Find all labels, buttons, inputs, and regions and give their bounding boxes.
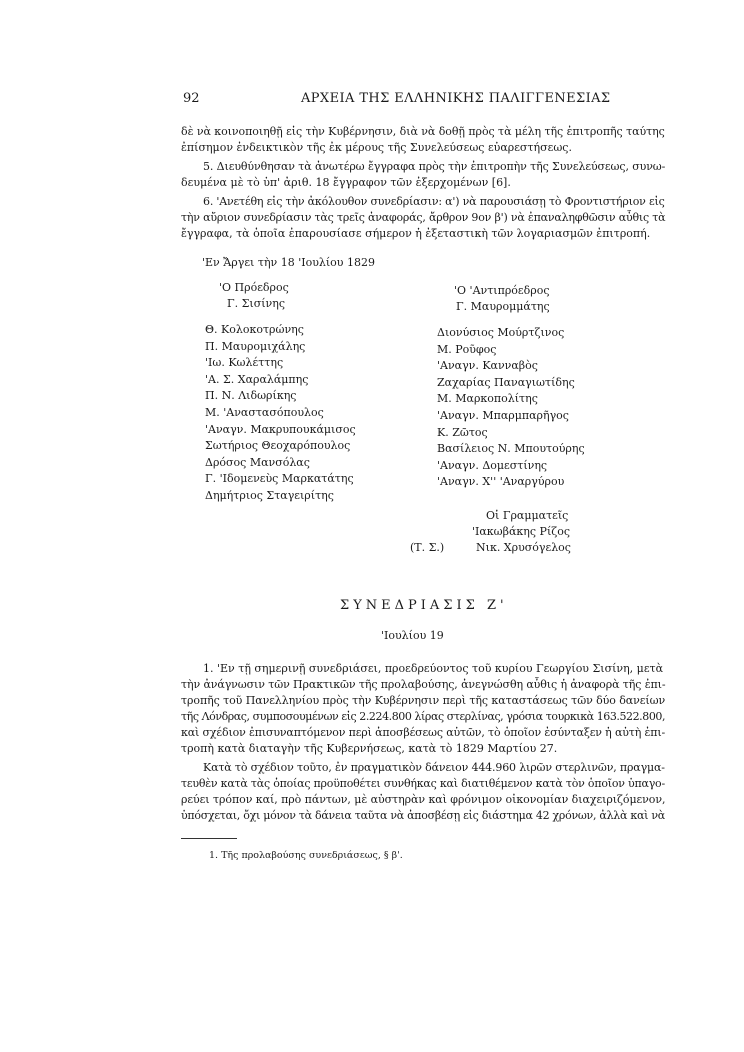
text-line: τευθὲν κατὰ τὰς ὁποίας προϋποθέτει συνθήκας καὶ διατιθέμενον κατὰ τὸν ὁποῖον ὑπαγο- — [181, 777, 665, 790]
text-line: καὶ σχέδιον ἐπισυναπτόμενον περὶ ἀποσβέσεως αὐτῶν, τὸ ὁποῖον ἐσύνταξεν ἡ αὐτὴ ἐπι- — [181, 726, 666, 739]
vice-president-title: 'Ο 'Αντιπρόεδρος — [454, 284, 550, 297]
signatory-name: 'Α. Σ. Χαραλάμπης — [205, 372, 309, 386]
signatory-name: Δρόσος Μανσόλας — [205, 455, 310, 469]
signatory-name: 'Αναγν. Μακρυπουκάμισος — [205, 422, 356, 436]
plan-paragraph — [181, 760, 665, 824]
left-signatories — [205, 322, 356, 505]
item-1-paragraph — [181, 661, 665, 757]
signatory-name: 'Αναγν. Μπαρμπαρῆγος — [437, 408, 569, 422]
session-heading: ΣΥΝΕΔΡΙΑΣΙΣ Ζ' — [340, 598, 508, 613]
signatory-name: Μ. 'Αναστασόπουλος — [205, 405, 324, 419]
text-line: δευμένα μὲ τὸ ὑπ' ἀριθ. 18 ἔγγραφον τῶν ἐξερχομένων [6]. — [181, 176, 511, 189]
signatory-name: Θ. Κολοκοτρώνης — [205, 323, 304, 336]
president-name: Γ. Σισίνης — [227, 297, 285, 310]
text-line: ἔγγραφα, τὰ ὁποῖα ἐπαρουσίασε σήμερον ἡ ἐξεταστικὴ τῶν λογαριασμῶν ἐπιτροπή. — [181, 227, 651, 240]
signatory-name: Δημήτριος Σταγειρίτης — [205, 488, 334, 502]
item-6-paragraph — [181, 194, 665, 242]
page-number: 92 — [183, 91, 200, 106]
text-line: ρεύει τρόπον καί, πρὸ πάντων, μὲ αὐστηρὰν καὶ φρόνιμον οἰκονομίαν διαχειριζόμενον, — [181, 793, 666, 806]
secretary-initials: (Τ. Σ.) — [410, 541, 445, 554]
signatory-name: Μ. Μαρκοπολίτης — [437, 392, 538, 406]
signatory-name: Μ. Ροῦφος — [437, 342, 497, 356]
secretaries-title: Οἱ Γραμματεῖς — [486, 509, 569, 522]
text-line: Κατὰ τὸ σχέδιον τοῦτο, ἐν πραγματικὸν δάνειον 444.960 λιρῶν στερλινῶν, πραγμα- — [203, 761, 665, 774]
item-5-paragraph — [181, 159, 665, 191]
footnote-rule — [181, 838, 237, 839]
text-line: τῆς Λόνδρας, συμποσουμένων εἰς 2.224.800 λίρας στερλίνας, γρόσια τουρκικὰ 163.522.800, — [181, 710, 666, 723]
text-line: τροπῆς τοῦ Πανελληνίου πρὸς τὴν Κυβέρνησιν περὶ τῆς καταστάσεως τῶν δύο δανείων — [181, 694, 666, 707]
signatory-name: 'Αναγν. Χ'' 'Αναργύρου — [437, 475, 565, 489]
signatory-name: Βασίλειος Ν. Μπουτούρης — [437, 442, 585, 456]
signatory-name: 'Αναγν. Κανναβὸς — [437, 359, 538, 373]
signatory-name: 'Αναγν. Δομεστίνης — [437, 458, 548, 472]
text-line: τὴν αὔριον συνεδρίασιν τὰς τρεῖς ἀναφοράς, ἄρθρον 9ον β') νὰ ἐπαναληφθῶσιν αὖθις τὰ — [181, 211, 666, 224]
text-line: δὲ νὰ κοινοποιηθῇ εἰς τὴν Κυβέρνησιν, διὰ νὰ δοθῇ πρὸς τὰ μέλη τῆς ἐπιτροπῆς ταύτης — [181, 125, 665, 138]
signatory-name: Π. Μαυρομιχάλης — [205, 339, 306, 353]
text-line: ὑπόσχεται, ὄχι μόνον τὰ δάνεια ταῦτα νὰ ἀποσβέσῃ εἰς διάστημα 42 χρόνων, ἀλλὰ καὶ νὰ — [181, 809, 665, 822]
intro-paragraph — [181, 124, 665, 156]
signatory-name: Γ. 'Ιδομενεὺς Μαρκατάτης — [205, 472, 354, 486]
footnote: 1. Τῆς προλαβούσης συνεδριάσεως, § β'. — [209, 850, 403, 861]
date-line: 'Εν Ἄργει τὴν 18 'Ιουλίου 1829 — [202, 256, 375, 269]
text-line: 6. 'Ανετέθη εἰς τὴν ἀκόλουθον συνεδρίασιν: α') νὰ παρουσιάσῃ τὸ Φροντιστήριον εἰς — [203, 195, 665, 208]
text-line: τροπὴ κατὰ διαταγὴν τῆς Κυβερνήσεως, κατὰ τὸ 1829 Μαρτίου 27. — [181, 742, 558, 755]
secretary-name: Νικ. Χρυσόγελος — [476, 541, 571, 554]
right-signatories — [437, 325, 585, 491]
secretary-name: 'Ιακωβάκης Ρίζος — [472, 525, 571, 538]
signatory-name: Ζαχαρίας Παναγιωτίδης — [437, 375, 575, 389]
text-line: ἐπίσημον ἐνδεικτικὸν τῆς ἐκ μέρους τῆς Συνελεύσεως εὐαρεστήσεως. — [181, 141, 572, 154]
text-line: τὴν ἀνάγνωσιν τῶν Πρακτικῶν τῆς προλαβούσης, ἀνεγνώσθη αὖθις ἡ ἀναφορὰ τῆς ἐπι- — [181, 678, 666, 691]
signatory-name: Π. Ν. Λιδωρίκης — [205, 389, 297, 403]
session-date: 'Ιουλίου 19 — [381, 629, 444, 642]
signatory-name: Σωτήριος Θεοχαρόπουλος — [205, 439, 351, 453]
text-line: 1. 'Εν τῇ σημερινῇ συνεδριάσει, προεδρεύοντος τοῦ κυρίου Γεωργίου Σισίνη, μετὰ — [203, 662, 664, 675]
president-title: 'Ο Πρόεδρος — [219, 281, 289, 294]
signatory-name: 'Ιω. Κωλέττης — [205, 356, 284, 370]
text-line: 5. Διευθύνθησαν τὰ ἀνωτέρω ἔγγραφα πρὸς τὴν ἐπιτροπὴν τῆς Συνελεύσεως, συνω- — [203, 160, 666, 173]
signatory-name: Κ. Ζῶτος — [437, 425, 488, 439]
signatory-name: Διονύσιος Μούρτζινος — [437, 326, 565, 339]
vice-president-name: Γ. Μαυρομμάτης — [456, 300, 550, 313]
running-title: ΑΡΧΕΙΑ ΤΗΣ ΕΛΛΗΝΙΚΗΣ ΠΑΛΙΓΓΕΝΕΣΙΑΣ — [301, 91, 611, 106]
